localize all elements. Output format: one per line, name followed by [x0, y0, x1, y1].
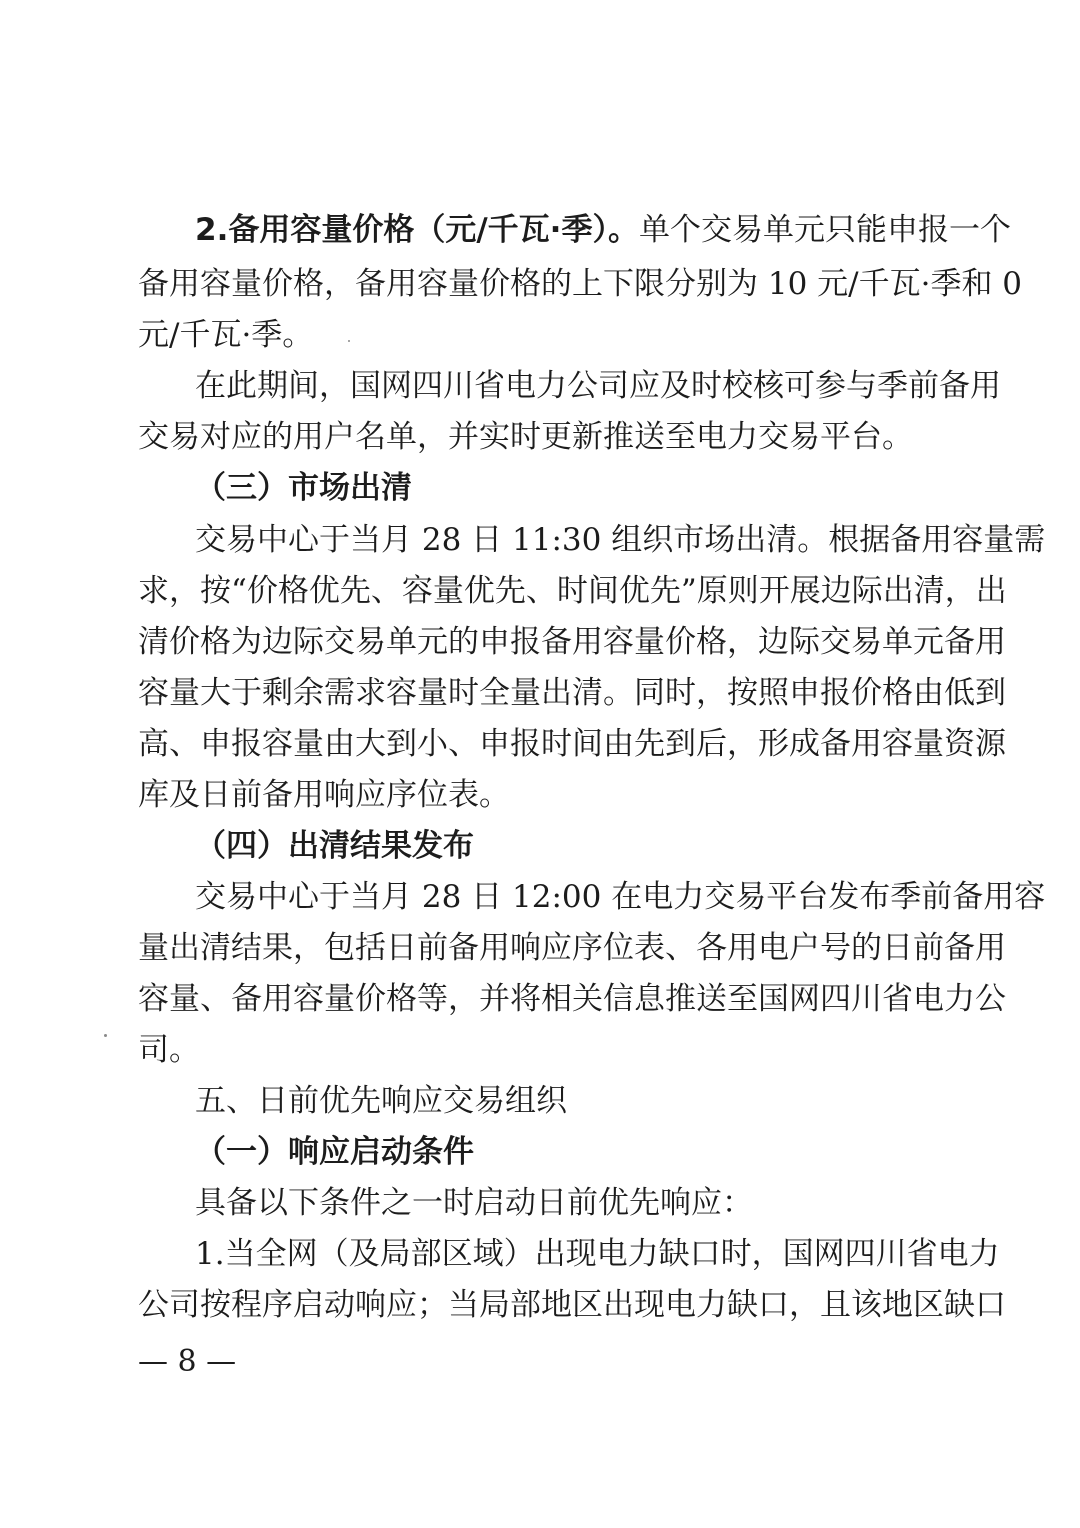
scan-speck [104, 1034, 107, 1037]
paragraph-line: 具备以下条件之一时启动日前优先响应： [195, 1185, 753, 1221]
paragraph-line: 司。 [138, 1032, 200, 1068]
paragraph-line: 交易中心于当月 28 日 11:30 组织市场出清。根据备用容量需 [195, 522, 1046, 558]
paragraph-line: 备用容量价格，备用容量价格的上下限分别为 10 元/千瓦·季和 0 [138, 266, 1023, 302]
paragraph-line: 容量、备用容量价格等，并将相关信息推送至国网四川省电力公 [138, 981, 1006, 1017]
price-item-line [195, 210, 1011, 250]
chapter-heading: 五、日前优先响应交易组织 [195, 1083, 567, 1119]
paragraph-line: 交易对应的用户名单，并实时更新推送至电力交易平台。 [138, 419, 913, 455]
paragraph-line: 容量大于剩余需求容量时全量出清。同时，按照申报价格由低到 [138, 675, 1006, 711]
paragraph-line: 公司按程序启动响应；当局部地区出现电力缺口，且该地区缺口 [138, 1287, 1006, 1323]
paragraph-line: 元/千瓦·季。 [138, 317, 314, 353]
scan-speck [348, 340, 350, 342]
paragraph-line: 清价格为边际交易单元的申报备用容量价格，边际交易单元备用 [138, 624, 1006, 660]
page-number: — 8 — [138, 1344, 237, 1379]
section-heading-result-release: （四）出清结果发布 [195, 828, 474, 864]
paragraph-line: 量出清结果，包括日前备用响应序位表、各用电户号的日前备用 [138, 930, 1006, 966]
paragraph-line: 在此期间，国网四川省电力公司应及时校核可参与季前备用 [195, 368, 1001, 404]
paragraph-line: 高、申报容量由大到小、申报时间由先到后，形成备用容量资源 [138, 726, 1006, 762]
section-heading-start-conditions: （一）响应启动条件 [195, 1134, 474, 1170]
price-item-text: 单个交易单元只能申报一个 [638, 212, 1011, 248]
section-heading-market-clearing: （三）市场出清 [195, 470, 412, 506]
price-item-heading: 2.备用容量价格（元/千瓦·季）。 [195, 212, 639, 248]
paragraph-line: 交易中心于当月 28 日 12:00 在电力交易平台发布季前备用容 [195, 879, 1046, 915]
paragraph-line: 求，按“价格优先、容量优先、时间优先”原则开展边际出清，出 [138, 573, 1007, 609]
paragraph-line: 1.当全网（及局部区域）出现电力缺口时，国网四川省电力 [195, 1236, 1000, 1272]
paragraph-line: 库及日前备用响应序位表。 [138, 777, 510, 813]
